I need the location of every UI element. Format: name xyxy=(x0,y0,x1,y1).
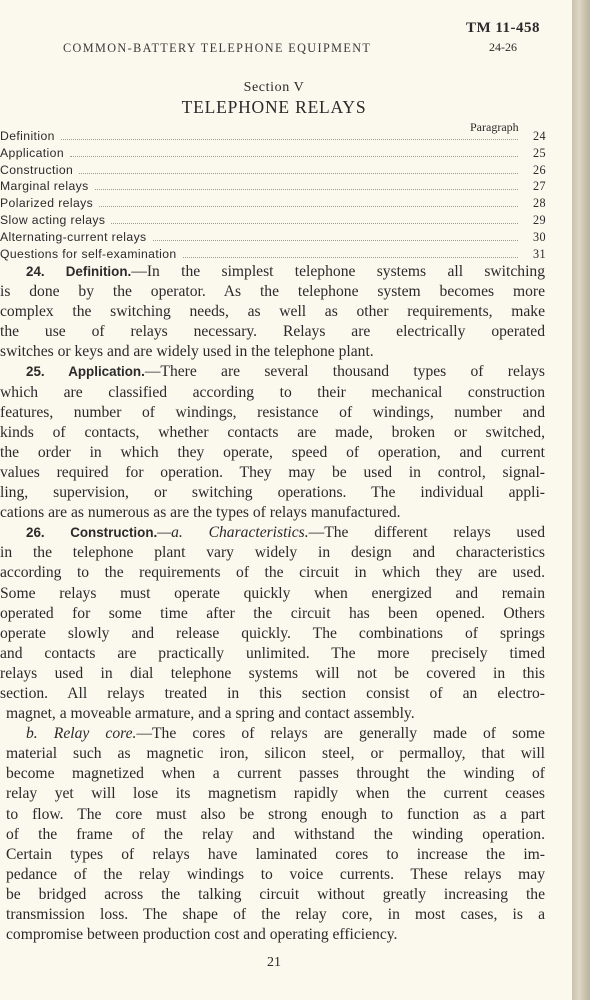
paragraph-26b-line: Certain types of relays have laminated cores to increase the im- xyxy=(6,845,545,863)
paragraph-24-line: switches or keys and are widely used in the telephone plant. xyxy=(0,343,374,361)
toc-entry: Marginal relays 27 xyxy=(0,179,546,194)
paragraph-26b-line: become magnetized when a current passes throught the winding of xyxy=(6,765,545,783)
paragraph-26-line: section. All relays treated in this section consist of an electro- xyxy=(0,684,545,702)
paragraph-25-line: ling, supervision, or switching operations. The individual appli- xyxy=(0,484,545,502)
toc-entry: Alternating-current relays 30 xyxy=(0,229,546,244)
paragraph-25-line: values required for operation. They may be used in control, signal- xyxy=(0,463,545,481)
book-spine-edge xyxy=(572,0,590,1000)
paragraph-26-line: Some relays must operate quickly when energized and remain xyxy=(0,584,545,602)
paragraph-26b-line: to flow. The core must also be strong enough to function as a part xyxy=(6,805,545,823)
paragraph-26-line: according to the requirements of the circuit in which they are used. xyxy=(0,564,545,582)
paragraph-26b-line: pedance of the relay windings to voice currents. These relays may xyxy=(6,865,545,883)
running-title: COMMON-BATTERY TELEPHONE EQUIPMENT xyxy=(63,41,372,55)
paragraph-26b-line: of the frame of the relay and withstand the winding operation. xyxy=(6,825,545,843)
paragraph-26b-line: transmission loss. The shape of the relay core, in most cases, is a xyxy=(6,906,545,923)
paragraph-25-line: features, number of windings, resistance of windings, number and xyxy=(0,403,545,421)
subheading-relay-core: b. Relay core. xyxy=(26,725,137,743)
toc-entry: Construction 26 xyxy=(0,162,546,177)
paragraph-26-line: and contacts are practically unlimited. The more precisely timed xyxy=(0,644,545,662)
paragraph-26b-line: b. Relay core.—The cores of relays are generally made of some xyxy=(26,725,545,743)
header-reference xyxy=(453,20,553,55)
paragraph-26-line: operate slowly and release quickly. The combinations of springs xyxy=(0,624,545,642)
subheading-characteristics: —a. Characteristics. xyxy=(157,524,309,542)
toc-entry: Application 25 xyxy=(0,145,546,160)
paragraph-24-line: complex the switching needs, as well as other requirements, make xyxy=(0,303,545,321)
paragraph-range: 24-26 xyxy=(489,40,517,54)
tm-code: TM 11-458 xyxy=(465,20,541,36)
toc-column-head: Paragraph xyxy=(470,120,519,134)
paragraph-25-line: 25. Application.—There are several thousand types of relays xyxy=(26,363,545,381)
toc-entry: Slow acting relays 29 xyxy=(0,212,546,227)
toc-entry: Definition 24 xyxy=(0,129,546,143)
paragraph-26b-line: material such as magnetic iron, silicon steel, or permalloy, that will xyxy=(6,745,545,763)
paragraph-25-line: cations are as numerous as are the types of relays manufactured. xyxy=(0,504,401,522)
paragraph-26-line: magnet, a moveable armature, and a spring and contact assembly. xyxy=(6,705,415,723)
paragraph-26b-line: compromise between production cost and operating efficiency. xyxy=(6,926,398,944)
paragraph-heading: 24. Definition. xyxy=(26,264,132,279)
paragraph-26-line: in the telephone plant vary widely in design and characteristics xyxy=(0,544,545,562)
toc-entry: Questions for self-examination 31 xyxy=(0,246,546,261)
paragraph-24-line: the use of relays necessary. Relays are electrically operated xyxy=(0,323,545,341)
section-title: TELEPHONE RELAYS xyxy=(181,97,367,117)
paragraph-24-line: 24. Definition.—In the simplest telephone systems all switching xyxy=(26,263,545,280)
paragraph-26-line: operated for some time after the circuit has been opened. Others xyxy=(0,604,545,622)
paragraph-26b-line: be bridged across the talking circuit without greatly increasing the xyxy=(6,885,545,903)
paragraph-25-line: kinds of contacts, whether contacts are made, broken or switched, xyxy=(0,423,545,441)
paragraph-25-line: the order in which they operate, speed of operation, and current xyxy=(0,443,545,461)
table-of-contents xyxy=(0,129,546,263)
paragraph-26b-line: relay yet will lose its magnetism rapidly when the current ceases xyxy=(6,785,545,803)
paragraph-26-line: relays used in dial telephone systems will not be covered in this xyxy=(0,664,545,682)
body-text xyxy=(0,262,545,945)
paragraph-24-line: is done by the operator. As the telephone system becomes more xyxy=(0,283,545,301)
toc-entry: Polarized relays 28 xyxy=(0,196,546,211)
paragraph-heading: 25. Application. xyxy=(26,364,145,380)
paragraph-26-line: 26. Construction.—a. Characteristics.—The different relays used xyxy=(26,524,545,542)
paragraph-25-line: which are classified according to their mechanical construction xyxy=(0,383,545,401)
section-number: Section V xyxy=(243,80,305,95)
page-number: 21 xyxy=(267,955,281,970)
paragraph-heading: 26. Construction. xyxy=(26,525,158,541)
